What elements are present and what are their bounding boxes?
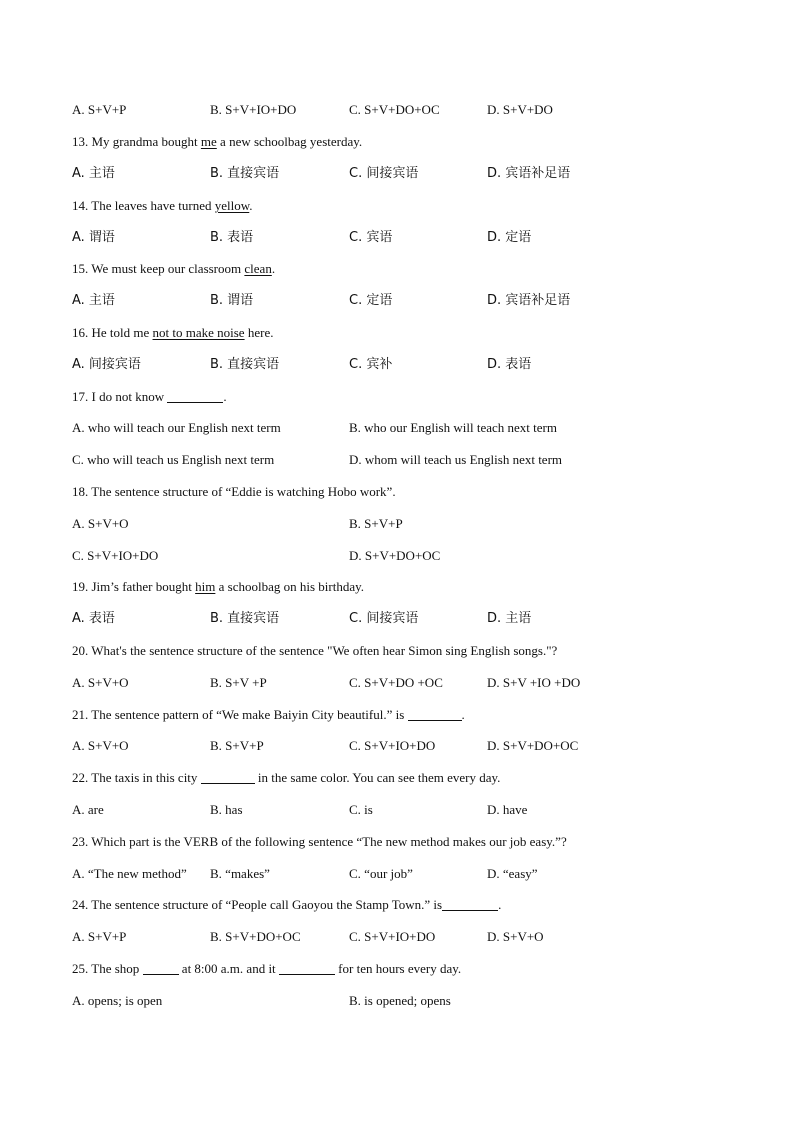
- q16-option-b: B. 直接宾语: [210, 357, 280, 372]
- q18-option-b: B. S+V+P: [349, 516, 403, 531]
- q17-option-d: D. whom will teach us English next term: [349, 452, 563, 467]
- q15-option-a: A. 主语: [72, 293, 115, 308]
- q24-options: [0, 927, 794, 947]
- q23-text: 23. Which part is the VERB of the following sentence “The new method makes our job easy.”?: [72, 834, 567, 849]
- q18-option-a: A. S+V+O: [72, 516, 129, 531]
- q21-text: 21. The sentence pattern of “We make Baiyin City beautiful.” is: [72, 707, 408, 722]
- q23-option-d: D. “easy”: [487, 866, 538, 881]
- q12-option-c: C. S+V+DO+OC: [349, 102, 440, 117]
- q25-text-mid: at 8:00 a.m. and it: [178, 961, 279, 976]
- q23-option-b: B. “makes”: [210, 866, 270, 881]
- q17-option-b: B. who our English will teach next term: [349, 420, 557, 435]
- q20-option-c: C. S+V+DO +OC: [349, 675, 443, 690]
- q15-stem: [0, 259, 794, 279]
- q21-option-c: C. S+V+IO+DO: [349, 738, 436, 753]
- q23-stem: [0, 832, 794, 852]
- q24-option-b: B. S+V+DO+OC: [210, 929, 301, 944]
- q22-option-b: B. has: [210, 802, 243, 817]
- q21-text-end: .: [461, 707, 465, 722]
- q25-options: [0, 991, 794, 1011]
- q23-option-a: A. “The new method”: [72, 866, 187, 881]
- q14-option-b: B. 表语: [210, 230, 254, 245]
- answer-blank: [167, 389, 223, 403]
- q14-underlined: yellow: [214, 198, 250, 213]
- q23-options: [0, 864, 794, 884]
- q20-text: 20. What's the sentence structure of the sentence "We often hear Simon sing English songs."?: [72, 643, 558, 658]
- q19-stem: [0, 577, 794, 597]
- q22-stem: [0, 768, 794, 788]
- q18-options-row2: [0, 546, 794, 566]
- q12-option-d: D. S+V+DO: [487, 102, 553, 117]
- q16-text-end: here.: [244, 325, 274, 340]
- q14-option-c: C. 宾语: [349, 230, 393, 245]
- q16-underlined: not to make noise: [152, 325, 245, 340]
- q19-option-b: B. 直接宾语: [210, 611, 280, 626]
- q19-underlined: him: [195, 579, 216, 594]
- q14-options: [0, 228, 794, 248]
- q20-option-d: D. S+V +IO +DO: [487, 675, 581, 690]
- answer-blank: [143, 961, 179, 975]
- answer-blank: [408, 707, 462, 721]
- q23-option-c: C. “our job”: [349, 866, 413, 881]
- q21-options: [0, 736, 794, 756]
- q22-option-a: A. are: [72, 802, 104, 817]
- q17-text: 17. I do not know: [72, 389, 168, 404]
- q13-underlined: me: [200, 134, 217, 149]
- answer-blank: [279, 961, 335, 975]
- q21-stem: [0, 705, 794, 725]
- q12-option-a: A. S+V+P: [72, 102, 127, 117]
- q16-text: 16. He told me: [72, 325, 153, 340]
- q14-option-d: D. 定语: [487, 230, 532, 245]
- q17-text-end: .: [223, 389, 227, 404]
- q12-option-b: B. S+V+IO+DO: [210, 102, 297, 117]
- q17-option-a: A. who will teach our English next term: [72, 420, 281, 435]
- q17-options-row1: [0, 418, 794, 438]
- q13-text-end: a new schoolbag yesterday.: [216, 134, 363, 149]
- q13-options: [0, 164, 794, 184]
- q16-option-a: A. 间接宾语: [72, 357, 141, 372]
- q13-option-b: B. 直接宾语: [210, 166, 280, 181]
- q24-text-end: .: [498, 897, 502, 912]
- q19-option-a: A. 表语: [72, 611, 115, 626]
- q13-text: 13. My grandma bought: [72, 134, 201, 149]
- q13-option-a: A. 主语: [72, 166, 115, 181]
- q15-option-b: B. 谓语: [210, 293, 254, 308]
- q18-stem: [0, 482, 794, 502]
- q16-options: [0, 355, 794, 375]
- answer-blank: [442, 897, 498, 911]
- q18-option-d: D. S+V+DO+OC: [349, 548, 441, 563]
- q12-options: [0, 100, 794, 120]
- q14-text-end: .: [249, 198, 253, 213]
- q20-stem: [0, 641, 794, 661]
- answer-blank: [201, 770, 255, 784]
- q21-option-b: B. S+V+P: [210, 738, 264, 753]
- q15-option-d: D. 宾语补足语: [487, 293, 571, 308]
- q22-text-end: in the same color. You can see them every day.: [254, 770, 501, 785]
- q18-options-row1: [0, 514, 794, 534]
- q16-option-c: C. 宾补: [349, 357, 393, 372]
- q13-option-c: C. 间接宾语: [349, 166, 419, 181]
- q16-option-d: D. 表语: [487, 357, 532, 372]
- q24-option-a: A. S+V+P: [72, 929, 127, 944]
- q22-option-d: D. have: [487, 802, 528, 817]
- q19-option-c: C. 间接宾语: [349, 611, 419, 626]
- q14-option-a: A. 谓语: [72, 230, 115, 245]
- q20-option-b: B. S+V +P: [210, 675, 267, 690]
- q13-option-d: D. 宾语补足语: [487, 166, 571, 181]
- q24-text: 24. The sentence structure of “People call Gaoyou the Stamp Town.” is: [72, 897, 443, 912]
- q18-text: 18. The sentence structure of “Eddie is watching Hobo work”.: [72, 484, 396, 499]
- q17-options-row2: [0, 450, 794, 470]
- q18-option-c: C. S+V+IO+DO: [72, 548, 159, 563]
- q15-underlined: clean: [244, 261, 272, 276]
- q17-option-c: C. who will teach us English next term: [72, 452, 275, 467]
- q25-text-end: for ten hours every day.: [334, 961, 462, 976]
- q22-option-c: C. is: [349, 802, 373, 817]
- q25-text: 25. The shop: [72, 961, 143, 976]
- q14-stem: [0, 196, 794, 216]
- q19-option-d: D. 主语: [487, 611, 532, 626]
- q25-option-b: B. is opened; opens: [349, 993, 451, 1008]
- q13-stem: [0, 132, 794, 152]
- q25-option-a: A. opens; is open: [72, 993, 163, 1008]
- q19-text: 19. Jim’s father bought: [72, 579, 196, 594]
- q15-text: 15. We must keep our classroom: [72, 261, 245, 276]
- q21-option-d: D. S+V+DO+OC: [487, 738, 579, 753]
- q15-options: [0, 291, 794, 311]
- q19-text-end: a schoolbag on his birthday.: [215, 579, 365, 594]
- q20-option-a: A. S+V+O: [72, 675, 129, 690]
- q22-options: [0, 800, 794, 820]
- q19-options: [0, 609, 794, 629]
- q24-stem: [0, 895, 794, 915]
- q24-option-d: D. S+V+O: [487, 929, 544, 944]
- q16-stem: [0, 323, 794, 343]
- q20-options: [0, 673, 794, 693]
- q22-text: 22. The taxis in this city: [72, 770, 201, 785]
- q17-stem: [0, 387, 794, 407]
- q15-text-end: .: [271, 261, 276, 276]
- q15-option-c: C. 定语: [349, 293, 393, 308]
- q24-option-c: C. S+V+IO+DO: [349, 929, 436, 944]
- q21-option-a: A. S+V+O: [72, 738, 129, 753]
- q14-text: 14. The leaves have turned: [72, 198, 215, 213]
- q25-stem: [0, 959, 794, 979]
